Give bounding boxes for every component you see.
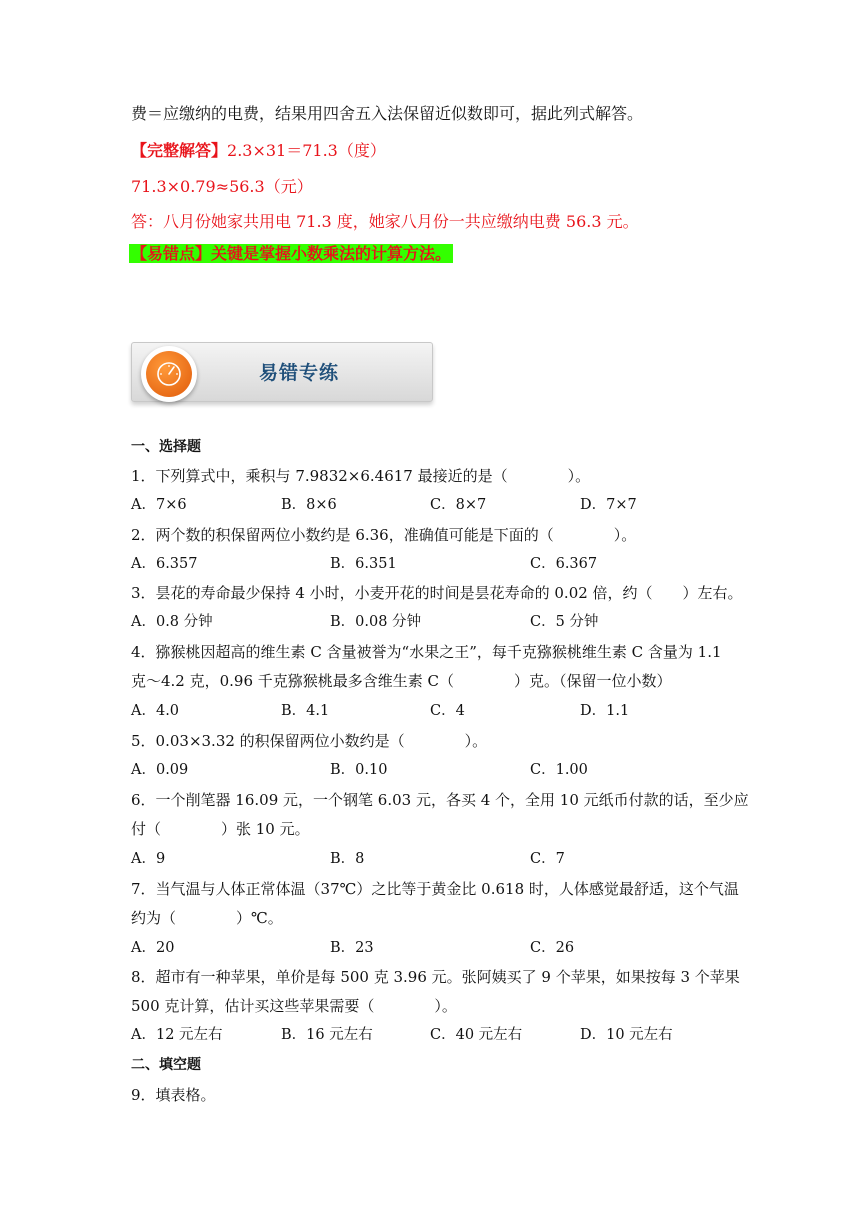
question-5: 5．0.03×3.32 的积保留两位小数约是（ ）。: [131, 732, 488, 750]
question-3-option-c: C．5 分钟: [530, 614, 599, 630]
question-4-option-a: A．4.0: [131, 703, 180, 719]
question-5-option-c: C．1.00: [530, 762, 588, 778]
question-2-option-b: B．6.351: [330, 556, 397, 572]
question-2: 2．两个数的积保留两位小数约是 6.36，准确值可能是下面的（ ）。: [131, 526, 637, 544]
question-9: 9．填表格。: [131, 1086, 216, 1104]
question-3-option-a: A．0.8 分钟: [131, 614, 213, 630]
question-1: 1．下列算式中，乘积与 7.9832×6.4617 最接近的是（ ）。: [131, 467, 591, 485]
question-7-option-a: A．20: [131, 940, 175, 956]
question-1-option-c: C．8×7: [430, 497, 487, 513]
question-6-option-a: A．9: [131, 851, 166, 867]
question-5-option-a: A．0.09: [131, 762, 189, 778]
question-3-option-b: B．0.08 分钟: [330, 614, 422, 630]
question-8-line-1: 8．超市有一种苹果，单价是每 500 克 3.96 元。张阿姨买了 9 个苹果，如果按每 3 个苹果: [131, 968, 740, 986]
question-4-line-2: 克～4.2 克，0.96 千克猕猴桃最多含维生素 C（ ）克。（保留一位小数）: [131, 672, 672, 690]
question-1-option-a: A．7×6: [131, 497, 187, 513]
question-8-option-b: B．16 元左右: [281, 1027, 373, 1043]
question-6-option-b: B．8: [330, 851, 365, 867]
answer-statement: 答：八月份她家共用电 71.3 度，她家八月份一共应缴纳电费 56.3 元。: [131, 212, 639, 231]
banner-badge: [141, 346, 197, 402]
question-8-line-2: 500 克计算，估计买这些苹果需要（ ）。: [131, 997, 457, 1015]
complete-answer-line: [131, 141, 386, 161]
question-7-option-b: B．23: [330, 940, 374, 956]
analysis-line: 费＝应缴纳的电费，结果用四舍五入法保留近似数即可，据此列式解答。: [131, 104, 644, 123]
question-7-line-2: 约为（ ）℃。: [131, 909, 283, 927]
question-4-option-d: D．1.1: [580, 703, 630, 719]
question-5-option-b: B．0.10: [330, 762, 388, 778]
section-title-fill-in: 二、填空题: [131, 1057, 201, 1073]
question-7-line-1: 7．当气温与人体正常体温（37℃）之比等于黄金比 0.618 时，人体感觉最舒适，这个气温: [131, 880, 739, 898]
question-8-option-c: C．40 元左右: [430, 1027, 523, 1043]
question-2-option-c: C．6.367: [530, 556, 598, 572]
question-2-option-a: A．6.357: [131, 556, 198, 572]
section-title-choice: 一、选择题: [131, 439, 201, 455]
question-3: 3．昙花的寿命最少保持 4 小时，小麦开花的时间是昙花寿命的 0.02 倍，约（ ）左右。: [131, 584, 743, 602]
question-8-option-d: D．10 元左右: [580, 1027, 673, 1043]
banner-title: 易错专练: [259, 362, 340, 384]
complete-answer-tag: 【完整解答】: [131, 141, 228, 160]
section-banner: [131, 340, 433, 404]
mistake-point-text: 【易错点】关键是掌握小数乘法的计算方法。: [131, 244, 452, 263]
question-6-option-c: C．7: [530, 851, 565, 867]
mistake-point: [129, 244, 453, 264]
question-1-option-d: D．7×7: [580, 497, 637, 513]
question-4-line-1: 4．猕猴桃因超高的维生素 C 含量被誉为“水果之王”，每千克猕猴桃维生素 C 含量为 1.1: [131, 643, 722, 661]
question-8-option-a: A．12 元左右: [131, 1027, 223, 1043]
complete-answer-calc-1: 2.3×31＝71.3（度）: [227, 141, 386, 160]
question-4-option-c: C．4: [430, 703, 465, 719]
question-4-option-b: B．4.1: [281, 703, 330, 719]
question-1-option-b: B．8×6: [281, 497, 337, 513]
question-6-line-1: 6．一个削笔器 16.09 元，一个钢笔 6.03 元，各买 4 个，全用 10 元纸币付款的话，至少应: [131, 791, 749, 809]
complete-answer-calc-2: 71.3×0.79≈56.3（元）: [131, 177, 313, 196]
question-6-line-2: 付（ ）张 10 元。: [131, 820, 310, 838]
gauge-icon: [141, 346, 197, 402]
question-7-option-c: C．26: [530, 940, 575, 956]
